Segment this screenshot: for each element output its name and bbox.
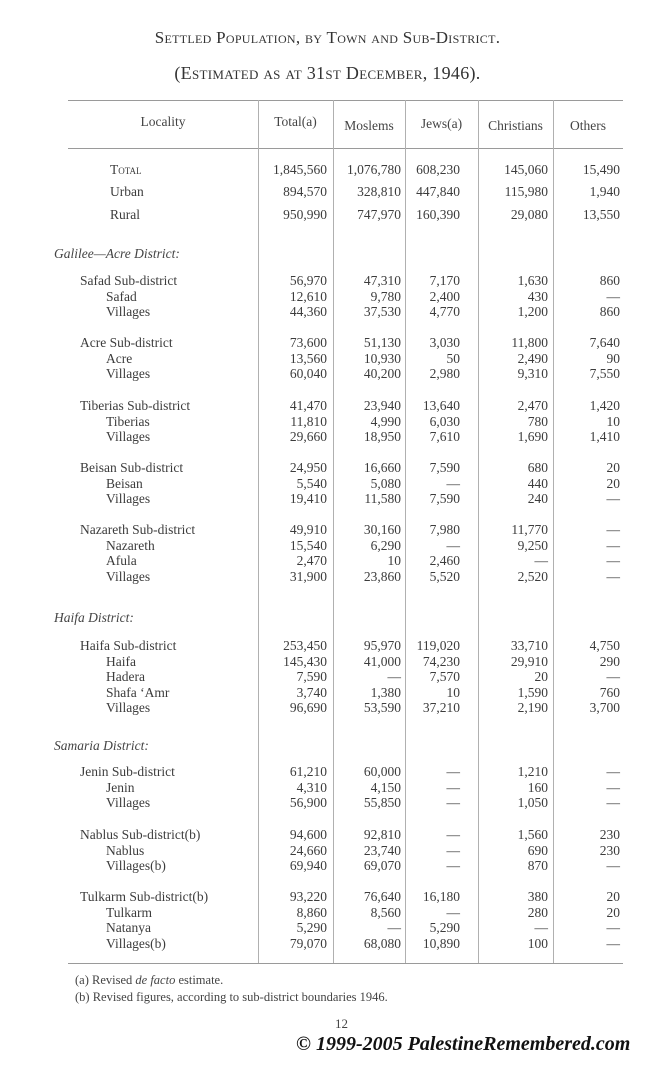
cell-total: 49,910 — [289, 522, 327, 537]
cell-others: — — [606, 553, 620, 568]
cell-moslems: 747,970 — [357, 207, 401, 222]
cell-others: 15,490 — [582, 162, 620, 177]
table-row — [0, 638, 655, 653]
cell-others: 90 — [606, 350, 620, 366]
cell-moslems: 18,950 — [363, 429, 401, 444]
row-label: Villages — [106, 700, 151, 715]
cell-total: 24,950 — [289, 460, 327, 475]
table-row — [0, 764, 655, 779]
cell-moslems: 51,130 — [363, 335, 401, 350]
table-row — [0, 207, 655, 222]
cell-total: 4,310 — [296, 779, 327, 795]
cell-moslems: 47,310 — [363, 273, 401, 288]
row-label: Urban — [110, 184, 144, 199]
row-label: Jenin Sub-district — [80, 764, 175, 779]
cell-others: — — [606, 920, 620, 935]
table-row — [0, 827, 655, 842]
cell-jews: — — [446, 537, 460, 553]
cell-christians: 2,520 — [517, 568, 548, 584]
cell-total: 61,210 — [289, 764, 327, 779]
cell-total: 79,070 — [289, 935, 327, 951]
cell-total: 12,610 — [289, 288, 327, 304]
cell-others: 860 — [599, 273, 620, 288]
column-header-total: Total(a) — [274, 114, 317, 129]
table-row — [0, 780, 655, 795]
cell-total: 24,660 — [289, 842, 327, 858]
cell-moslems: 16,660 — [363, 460, 401, 475]
cell-jews: 74,230 — [422, 653, 460, 669]
row-label: Safad — [106, 288, 137, 304]
table-row — [0, 889, 655, 904]
cell-moslems: 9,780 — [370, 288, 401, 304]
row-label: Beisan Sub-district — [80, 460, 184, 475]
cell-jews: 10,890 — [422, 935, 460, 951]
page-title: Settled Population, by Town and Sub-District. — [154, 28, 501, 47]
table-row — [0, 553, 655, 568]
cell-others: — — [606, 537, 620, 553]
cell-others: — — [606, 568, 620, 584]
cell-total: 96,690 — [289, 700, 327, 715]
cell-moslems: 53,590 — [363, 700, 401, 715]
cell-jews: 7,980 — [429, 522, 460, 537]
cell-christians: 1,630 — [517, 273, 548, 288]
cell-moslems: 23,740 — [363, 842, 401, 858]
cell-christians: 1,200 — [517, 304, 548, 319]
cell-moslems: 69,070 — [363, 858, 401, 873]
table-row — [0, 905, 655, 920]
cell-christians: 380 — [527, 889, 548, 904]
cell-others: 3,700 — [589, 700, 620, 715]
cell-christians: 11,770 — [511, 522, 548, 537]
cell-others: 230 — [599, 827, 620, 842]
table-row — [0, 522, 655, 537]
cell-moslems: 6,290 — [370, 537, 401, 553]
cell-christians: 430 — [527, 288, 548, 304]
cell-others: — — [606, 491, 620, 506]
cell-christians: 780 — [527, 413, 548, 429]
cell-jews: 50 — [446, 350, 460, 366]
cell-total: 2,470 — [296, 553, 327, 568]
cell-total: 7,590 — [296, 669, 327, 684]
cell-christians: 20 — [534, 669, 548, 684]
cell-jews: — — [446, 764, 460, 779]
row-label: Villages — [106, 568, 151, 584]
row-label: Villages(b) — [106, 935, 166, 951]
cell-moslems: 23,940 — [363, 398, 401, 413]
cell-jews: 4,770 — [429, 304, 460, 319]
row-label: Tiberias — [106, 413, 150, 429]
column-header-jews: Jews(a) — [420, 116, 463, 131]
cell-jews: — — [446, 779, 460, 795]
cell-jews: 7,170 — [429, 273, 460, 288]
cell-christians: 870 — [527, 858, 548, 873]
cell-jews: 6,030 — [429, 413, 460, 429]
table-row — [0, 273, 655, 288]
cell-christians: 1,560 — [517, 827, 548, 842]
cell-others: 20 — [606, 475, 620, 491]
cell-total: 13,560 — [289, 350, 327, 366]
cell-others: 7,550 — [589, 366, 620, 381]
table-row — [0, 289, 655, 304]
table-row — [0, 491, 655, 506]
table-row — [0, 304, 655, 319]
cell-moslems: 60,000 — [363, 764, 401, 779]
cell-moslems: 68,080 — [363, 935, 401, 951]
cell-moslems: 8,560 — [370, 904, 401, 920]
cell-others: — — [606, 669, 620, 684]
cell-total: 44,360 — [289, 304, 327, 319]
table-row — [0, 569, 655, 584]
cell-others: 1,420 — [589, 398, 620, 413]
row-label: Total — [110, 162, 142, 177]
table-top-rule — [68, 100, 623, 101]
cell-total: 29,660 — [289, 429, 327, 444]
cell-others: — — [606, 764, 620, 779]
table-row — [0, 795, 655, 810]
cell-others: 230 — [599, 842, 620, 858]
cell-jews: — — [446, 827, 460, 842]
cell-christians: 9,310 — [517, 366, 548, 381]
row-label: Haifa Sub-district — [80, 638, 177, 653]
row-label: Villages — [106, 491, 151, 506]
row-label: Rural — [110, 207, 140, 222]
cell-jews: — — [446, 858, 460, 873]
table-row — [0, 936, 655, 951]
cell-jews: 7,570 — [429, 669, 460, 684]
cell-jews: 2,460 — [429, 553, 460, 568]
district-heading: Samaria District: — [54, 738, 149, 753]
table-row — [0, 685, 655, 700]
cell-jews: 7,610 — [429, 429, 460, 444]
header-bottom-rule — [68, 148, 623, 149]
cell-total: 5,290 — [296, 920, 327, 935]
cell-moslems: 41,000 — [363, 653, 401, 669]
row-label: Jenin — [106, 779, 135, 795]
row-label: Villages — [106, 304, 151, 319]
cell-christians: 280 — [527, 904, 548, 920]
cell-others: — — [606, 795, 620, 810]
cell-moslems: 11,580 — [364, 491, 401, 506]
page-number: 12 — [335, 1016, 348, 1031]
row-label: Afula — [106, 553, 137, 568]
cell-others: 20 — [606, 904, 620, 920]
copyright-watermark: © 1999-2005 PalestineRemembered.com — [296, 1033, 631, 1055]
cell-jews: — — [446, 795, 460, 810]
row-label: Villages — [106, 366, 151, 381]
row-label: Tiberias Sub-district — [80, 398, 191, 413]
cell-moslems: 4,150 — [370, 779, 401, 795]
table-row — [0, 920, 655, 935]
cell-christians: 9,250 — [517, 537, 548, 553]
row-label: Tulkarm Sub-district(b) — [80, 889, 209, 904]
cell-christians: 690 — [527, 842, 548, 858]
cell-moslems: 1,380 — [370, 684, 401, 700]
cell-total: 15,540 — [289, 537, 327, 553]
row-label: Tulkarm — [106, 904, 153, 920]
cell-christians: 1,690 — [517, 429, 548, 444]
cell-jews: — — [446, 904, 460, 920]
cell-others: 13,550 — [582, 207, 620, 222]
cell-moslems: — — [387, 669, 401, 684]
cell-christians: 11,800 — [511, 335, 548, 350]
table-row — [0, 335, 655, 350]
column-header-locality: Locality — [140, 114, 186, 129]
table-row — [0, 429, 655, 444]
cell-jews: 10 — [446, 684, 460, 700]
row-label: Villages — [106, 429, 151, 444]
table-row — [0, 700, 655, 715]
cell-total: 41,470 — [289, 398, 327, 413]
cell-total: 93,220 — [289, 889, 327, 904]
cell-others: 10 — [606, 413, 620, 429]
cell-jews: 2,400 — [429, 288, 460, 304]
table-row — [0, 366, 655, 381]
cell-total: 8,860 — [296, 904, 327, 920]
cell-jews: 447,840 — [416, 184, 460, 199]
row-label: Haifa — [106, 653, 136, 669]
cell-jews: 608,230 — [416, 162, 460, 177]
cell-moslems: 10,930 — [363, 350, 401, 366]
table-row — [0, 843, 655, 858]
cell-christians: 1,210 — [517, 764, 548, 779]
cell-jews: 5,520 — [429, 568, 460, 584]
cell-others: 760 — [599, 684, 620, 700]
table-row — [0, 351, 655, 366]
cell-total: 950,990 — [283, 207, 327, 222]
row-label: Nazareth Sub-district — [80, 522, 196, 537]
district-heading: Galilee—Acre District: — [54, 246, 180, 261]
cell-moslems: 5,080 — [370, 475, 401, 491]
table-row — [0, 476, 655, 491]
cell-christians: 29,080 — [510, 207, 548, 222]
table-row — [0, 184, 655, 199]
cell-jews: 160,390 — [416, 207, 460, 222]
row-label: Acre — [106, 350, 133, 366]
row-label: Villages — [106, 795, 151, 810]
cell-total: 94,600 — [289, 827, 327, 842]
cell-moslems: 328,810 — [357, 184, 401, 199]
cell-jews: 2,980 — [429, 366, 460, 381]
cell-others: 20 — [606, 460, 620, 475]
cell-others: — — [606, 858, 620, 873]
district-heading: Haifa District: — [54, 610, 134, 625]
cell-christians: 2,490 — [517, 350, 548, 366]
cell-christians: 2,470 — [517, 398, 548, 413]
cell-moslems: 30,160 — [363, 522, 401, 537]
column-header-others: Others — [570, 118, 606, 133]
table-row — [0, 414, 655, 429]
cell-total: 19,410 — [289, 491, 327, 506]
row-label: Nablus Sub-district(b) — [80, 827, 201, 842]
row-label: Villages(b) — [106, 858, 166, 873]
row-label: Nablus — [106, 842, 145, 858]
row-label: Nazareth — [106, 537, 155, 553]
cell-total: 145,430 — [283, 653, 327, 669]
cell-moslems: 4,990 — [370, 413, 401, 429]
cell-total: 56,970 — [289, 273, 327, 288]
cell-jews: 119,020 — [416, 638, 460, 653]
row-label: Natanya — [106, 920, 151, 935]
cell-christians: 680 — [527, 460, 548, 475]
cell-christians: 160 — [527, 779, 548, 795]
cell-total: 31,900 — [289, 568, 327, 584]
cell-total: 56,900 — [289, 795, 327, 810]
cell-christians: 440 — [527, 475, 548, 491]
cell-moslems: 37,530 — [363, 304, 401, 319]
cell-others: — — [606, 935, 620, 951]
cell-others: 860 — [599, 304, 620, 319]
cell-total: 73,600 — [289, 335, 327, 350]
cell-christians: 100 — [527, 935, 548, 951]
cell-jews: 3,030 — [429, 335, 460, 350]
cell-others: 1,940 — [589, 184, 620, 199]
cell-moslems: — — [387, 920, 401, 935]
cell-moslems: 55,850 — [363, 795, 401, 810]
row-label: Beisan — [106, 475, 143, 491]
cell-christians: 240 — [527, 491, 548, 506]
cell-others: 4,750 — [589, 638, 620, 653]
cell-jews: 37,210 — [422, 700, 460, 715]
table-row — [0, 162, 655, 177]
column-header-christians: Christians — [488, 118, 543, 133]
cell-total: 894,570 — [283, 184, 327, 199]
cell-moslems: 92,810 — [363, 827, 401, 842]
cell-total: 11,810 — [290, 413, 327, 429]
cell-others: 7,640 — [589, 335, 620, 350]
table-row — [0, 538, 655, 553]
table-row — [0, 858, 655, 873]
row-label: Safad Sub-district — [80, 273, 178, 288]
cell-jews: — — [446, 475, 460, 491]
cell-jews: 5,290 — [429, 920, 460, 935]
cell-christians: — — [534, 920, 548, 935]
cell-christians: 1,590 — [517, 684, 548, 700]
table-row — [0, 654, 655, 669]
cell-total: 5,540 — [296, 475, 327, 491]
cell-moslems: 40,200 — [363, 366, 401, 381]
cell-others: — — [606, 779, 620, 795]
cell-christians: 115,980 — [504, 184, 548, 199]
footnote-a: (a) Revised de facto estimate. — [75, 973, 224, 987]
cell-jews: 7,590 — [429, 460, 460, 475]
cell-total: 1,845,560 — [273, 162, 327, 177]
cell-total: 69,940 — [289, 858, 327, 873]
footnote-b: (b) Revised figures, according to sub-district boundaries 1946. — [75, 990, 388, 1004]
page-subtitle: (Estimated as at 31st December, 1946). — [174, 63, 481, 83]
cell-christians: 29,910 — [510, 653, 548, 669]
cell-christians: 2,190 — [517, 700, 548, 715]
cell-moslems: 95,970 — [363, 638, 401, 653]
table-row — [0, 460, 655, 475]
cell-jews: 7,590 — [429, 491, 460, 506]
cell-others: — — [606, 288, 620, 304]
cell-others: 290 — [599, 653, 620, 669]
cell-total: 3,740 — [296, 684, 327, 700]
cell-moslems: 1,076,780 — [347, 162, 401, 177]
row-label: Shafa ‘Amr — [106, 684, 170, 700]
column-header-moslems: Moslems — [344, 118, 394, 133]
table-row — [0, 669, 655, 684]
cell-moslems: 23,860 — [363, 568, 401, 584]
cell-total: 253,450 — [283, 638, 327, 653]
cell-moslems: 76,640 — [363, 889, 401, 904]
table-bottom-rule — [68, 963, 623, 964]
cell-christians: 145,060 — [504, 162, 548, 177]
cell-others: — — [606, 522, 620, 537]
cell-jews: 13,640 — [422, 398, 460, 413]
cell-others: 20 — [606, 889, 620, 904]
cell-christians: 33,710 — [510, 638, 548, 653]
table-row — [0, 398, 655, 413]
cell-others: 1,410 — [589, 429, 620, 444]
row-label: Hadera — [106, 669, 145, 684]
cell-moslems: 10 — [387, 553, 401, 568]
cell-christians: — — [534, 553, 548, 568]
cell-christians: 1,050 — [517, 795, 548, 810]
row-label: Acre Sub-district — [80, 335, 173, 350]
cell-jews: 16,180 — [422, 889, 460, 904]
cell-jews: — — [446, 842, 460, 858]
cell-total: 60,040 — [289, 366, 327, 381]
